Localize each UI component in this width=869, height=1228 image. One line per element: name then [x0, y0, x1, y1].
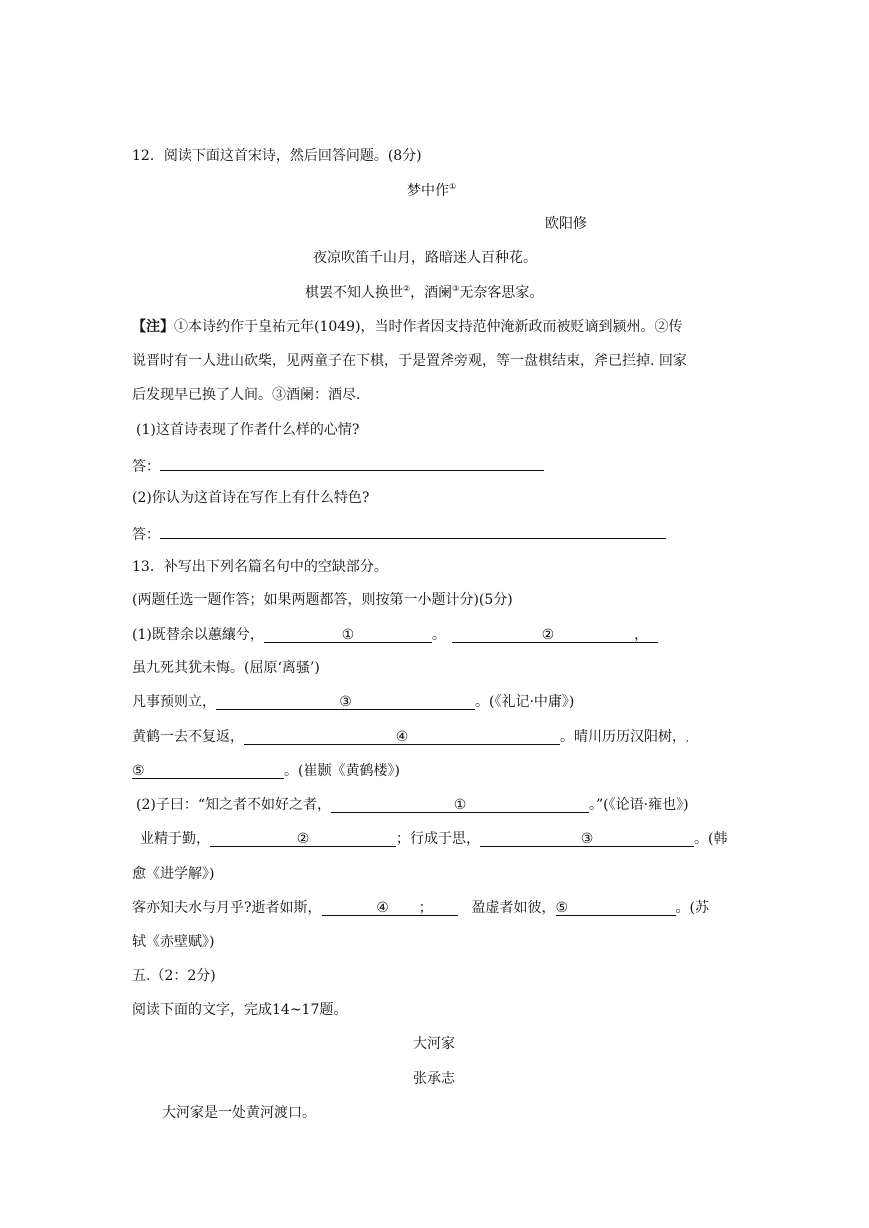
blank-2-3[interactable]: ③	[480, 830, 694, 847]
note-line-2: 说晋时有一人进山砍柴，见两童子在下棋，于是置斧旁观，等一盘棋结束，斧已拦掉. 回家	[132, 353, 687, 369]
blank-1-5[interactable]: ⑤	[132, 762, 284, 779]
blank-2-4[interactable]: ④ ；	[322, 899, 458, 916]
poem-author: 欧阳修	[545, 216, 587, 232]
fill-line-8: 愈《进学解》)	[132, 866, 215, 882]
q13-instructions: (两题任选一题作答；如果两题都答，则按第一小题计分)(5分)	[132, 592, 513, 608]
blank-2-5[interactable]: ⑤	[556, 899, 676, 916]
fill-line-6: (2)子曰：“知之者不如好之者， ① 。”(《论语·雍也》)	[136, 797, 689, 813]
story-first-line: 大河家是一处黄河渡口。	[162, 1105, 316, 1121]
poem-title: 梦中作①	[407, 182, 457, 199]
blank-1-1[interactable]: ①	[264, 626, 432, 643]
fill-line-1: (1)既替余以蕙纕兮， ① 。 ② ，	[132, 625, 658, 645]
poem-line-2: 棋罢不知人换世②，酒阑③无奈客思家。	[305, 284, 544, 301]
story-title: 大河家	[413, 1036, 455, 1052]
fill-line-7: 业精于勤， ② ；行成于思， ③ 。(韩	[140, 831, 728, 847]
section-5-instructions: 阅读下面的文字，完成14~17题。	[132, 1002, 348, 1018]
blank-1-2[interactable]: ② ，	[452, 626, 658, 643]
fill-line-3: 凡事预则立， ③ 。(《礼记·中庸》)	[132, 694, 575, 710]
note-line-3: 后发现早已换了人间。③酒阑：酒尽.	[132, 387, 361, 403]
section-5-title: 五.（2：2分)	[132, 968, 216, 984]
blank-1-4[interactable]: ④	[244, 728, 560, 745]
note-line-1: 【注】①本诗约作于皇祐元年(1049)，当时作者因支持范仲淹新政而被贬谪到颍州。②传	[132, 319, 683, 335]
fill-line-4: 黄鹤一去不复返， ④ 。晴川历历汉阳树，,	[132, 729, 689, 745]
q13-title: 13．补写出下列名篇名句中的空缺部分。	[132, 559, 388, 575]
blank-1-3[interactable]: ③	[216, 693, 475, 710]
answer-1: 答：	[132, 454, 544, 477]
blank-2-1[interactable]: ①	[331, 796, 589, 813]
answer-2: 答：	[132, 522, 666, 545]
fill-line-2: 虽九死其犹未悔。(屈原‘离骚’)	[132, 660, 320, 676]
poem-line-1: 夜凉吹笛千山月，路暗迷人百种花。	[313, 250, 537, 266]
fill-line-10: 轼《赤壁赋》)	[132, 934, 215, 950]
answer-2-blank[interactable]	[160, 522, 666, 539]
fill-line-5: ⑤ 。(崔颢《黄鹤楼》)	[132, 763, 400, 779]
sub-question-1: (1)这首诗表现了作者什么样的心情?	[136, 422, 360, 438]
answer-1-blank[interactable]	[160, 454, 544, 471]
blank-2-2[interactable]: ②	[210, 830, 396, 847]
fill-line-9: 客亦知夫水与月乎?逝者如斯， ④ ； 盈虚者如彼，⑤ 。(苏	[132, 900, 709, 916]
story-author: 张承志	[413, 1071, 455, 1087]
q12-title: 12．阅读下面这首宋诗，然后回答问题。(8分)	[132, 148, 422, 164]
sub-question-2: (2)你认为这首诗在写作上有什么特色?	[132, 490, 370, 506]
